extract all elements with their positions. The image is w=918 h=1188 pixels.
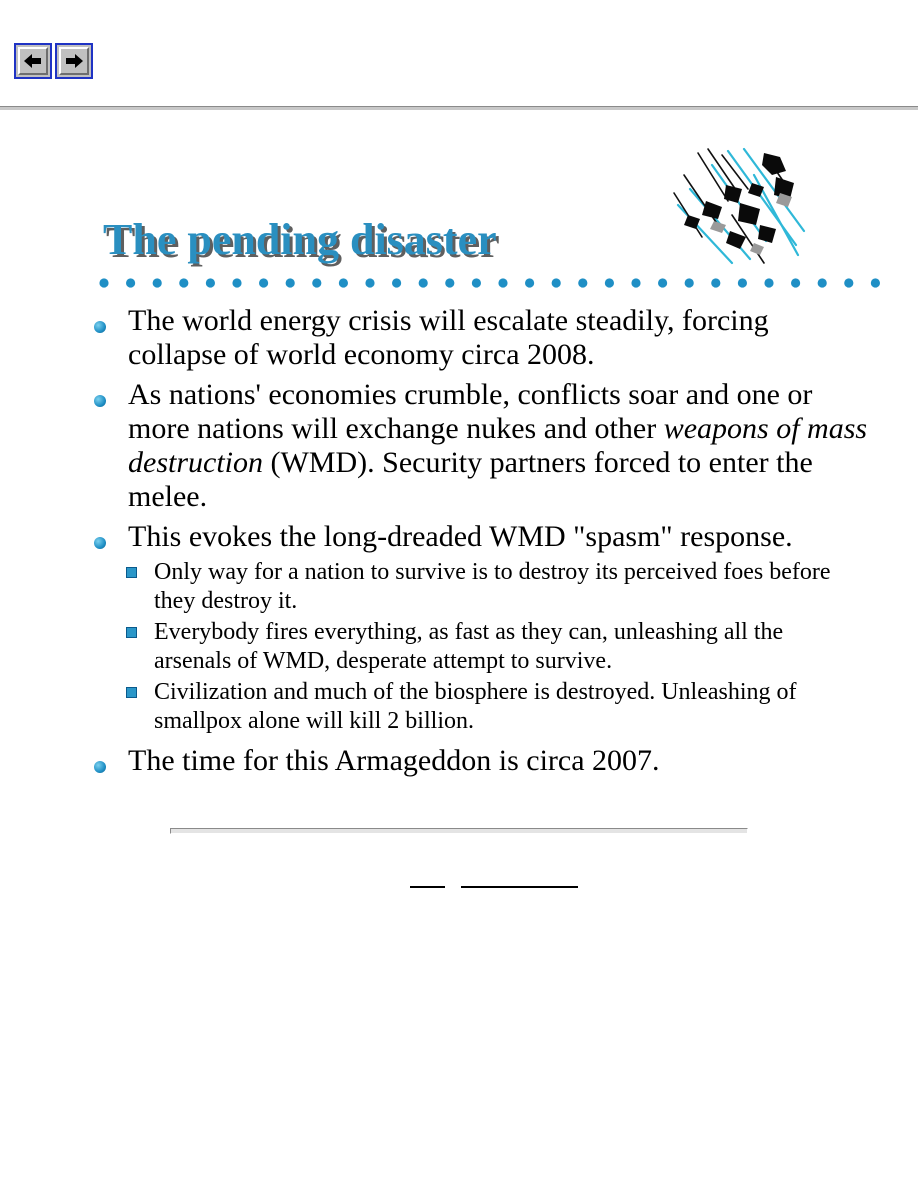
separator-dot [153, 278, 162, 287]
separator-dot [339, 278, 348, 287]
footer-link-long[interactable] [461, 886, 578, 888]
square-bullet-icon [126, 567, 137, 578]
separator-dot [99, 278, 108, 287]
sub-bullet-item [126, 558, 912, 616]
bullet-item [92, 304, 912, 372]
slide-content [92, 304, 912, 782]
bullet-icon [94, 395, 106, 407]
separator-dot [232, 278, 241, 287]
slide-navigation [14, 43, 93, 79]
separator-dot [631, 278, 640, 287]
separator-dot [472, 278, 481, 287]
bullet-text: As nations' economies crumble, conflicts soar and one or more nations will exchange nukes and other weapons of mass destruction (WMD). Security partners forced to enter the melee. [128, 378, 868, 513]
separator-dot [419, 278, 428, 287]
separator-dot [179, 278, 188, 287]
separator-dot [445, 278, 454, 287]
separator-dot [578, 278, 587, 287]
separator-dot [871, 278, 880, 287]
bullet-icon [94, 321, 106, 333]
separator-dot [552, 278, 561, 287]
header-divider [0, 106, 918, 111]
separator-dot [685, 278, 694, 287]
sub-bullet-item [126, 618, 912, 676]
arrow-left-icon [23, 53, 43, 69]
dotted-separator [98, 276, 898, 290]
separator-dot [791, 278, 800, 287]
footer-divider [170, 828, 748, 834]
separator-dot [498, 278, 507, 287]
separator-dot [738, 278, 747, 287]
separator-dot [525, 278, 534, 287]
bullet-item [92, 378, 912, 514]
previous-slide-button[interactable] [14, 43, 52, 79]
square-bullet-icon [126, 687, 137, 698]
sub-bullet-text: Everybody fires everything, as fast as they can, unleashing all the arsenals of WMD, desperate attempt to survive. [154, 619, 784, 674]
arrow-right-icon [64, 53, 84, 69]
bullet-text: The time for this Armageddon is circa 2007. [128, 744, 660, 777]
separator-dot [818, 278, 827, 287]
bullet-text: This evokes the long-dreaded WMD "spasm" response. [128, 520, 793, 553]
bullet-icon [94, 761, 106, 773]
separator-dot [259, 278, 268, 287]
separator-dot [206, 278, 215, 287]
separator-dot [365, 278, 374, 287]
separator-dot [286, 278, 295, 287]
separator-dot [844, 278, 853, 287]
sub-bullet-text: Civilization and much of the biosphere is destroyed. Unleashing of smallpox alone will kill 2 billion. [154, 679, 797, 734]
separator-dot [764, 278, 773, 287]
slide-title: The pending disaster [103, 215, 497, 264]
separator-dot [658, 278, 667, 287]
footer-link-short[interactable] [410, 886, 445, 888]
sub-bullet-text: Only way for a nation to survive is to destroy its perceived foes before they destroy it. [154, 559, 831, 614]
bullet-text: The world energy crisis will escalate steadily, forcing collapse of world economy circa 2008. [128, 304, 769, 371]
bullet-item [92, 520, 912, 554]
sub-bullet-item [126, 678, 912, 736]
separator-dot [392, 278, 401, 287]
separator-dot [126, 278, 135, 287]
separator-dot [711, 278, 720, 287]
comet-shower-icon [668, 145, 808, 267]
next-slide-button[interactable] [55, 43, 93, 79]
separator-dot [312, 278, 321, 287]
bullet-icon [94, 537, 106, 549]
separator-dot [605, 278, 614, 287]
bullet-item [92, 744, 912, 778]
square-bullet-icon [126, 627, 137, 638]
